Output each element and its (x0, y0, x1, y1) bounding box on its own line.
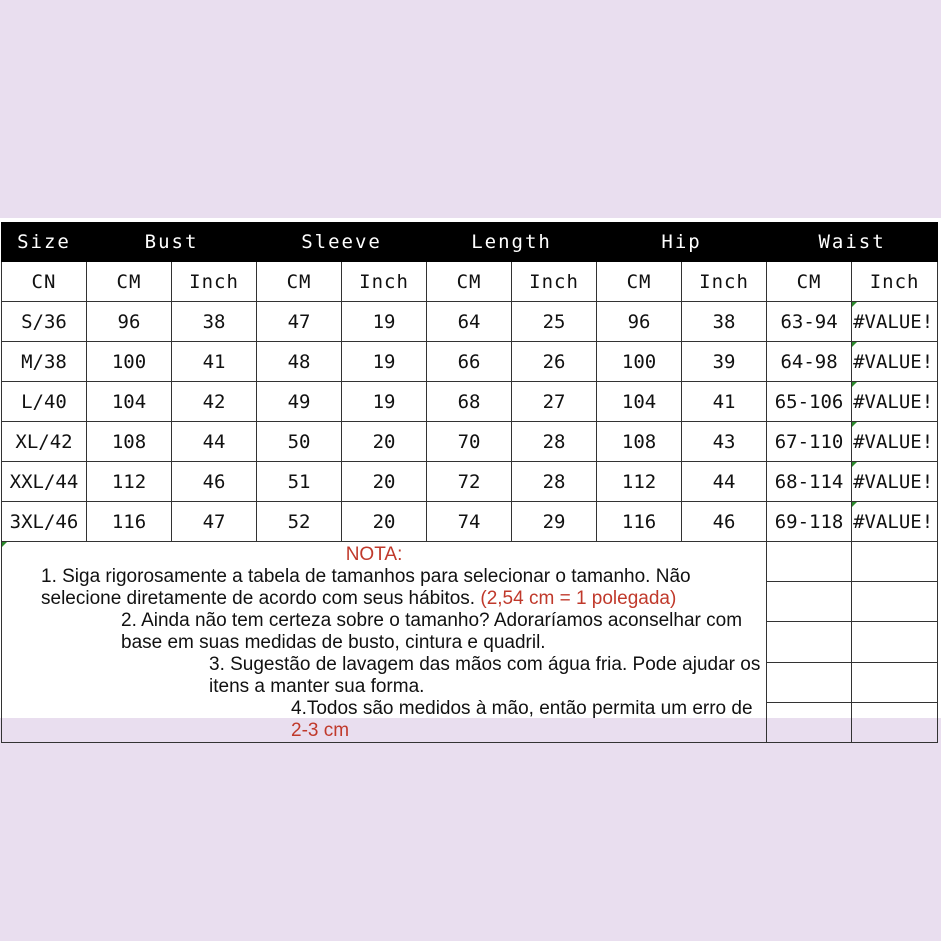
notes-title: NOTA: (345, 544, 403, 565)
table-cell: 96 (597, 302, 682, 342)
cell-marker (852, 422, 857, 427)
table-cell: 41 (682, 382, 767, 422)
empty-cell (852, 582, 938, 622)
table-cell: 64-98 (767, 342, 852, 382)
cell-value: #VALUE! (853, 310, 934, 333)
table-cell: 38 (682, 302, 767, 342)
table-cell: XXL/44 (2, 462, 87, 502)
note-1-text: 1. Siga rigorosamente a tabela de tamanhos para selecionar o tamanho. Não selecione diretamente de acordo com seus hábitos. (41, 566, 691, 609)
empty-cell (767, 662, 852, 702)
table-cell: 25 (512, 302, 597, 342)
header-sleeve: Sleeve (257, 223, 427, 262)
table-cell: 100 (87, 342, 172, 382)
table-cell: 66 (427, 342, 512, 382)
cell-marker (852, 462, 857, 467)
cell-value: #VALUE! (853, 390, 934, 413)
header-bust: Bust (87, 223, 257, 262)
table-cell: 52 (257, 502, 342, 542)
cell-value: #VALUE! (853, 510, 934, 533)
table-cell (852, 302, 938, 342)
unit-cell: CM (597, 262, 682, 302)
table-cell: M/38 (2, 342, 87, 382)
table-cell: 64 (427, 302, 512, 342)
table-cell: 27 (512, 382, 597, 422)
notes-row (2, 542, 938, 582)
table-cell: 20 (342, 422, 427, 462)
notes-block (2, 542, 767, 743)
note-1-conversion: (2,54 cm = 1 polegada) (480, 588, 677, 609)
table-cell: 108 (597, 422, 682, 462)
table-cell: S/36 (2, 302, 87, 342)
cell-value: #VALUE! (853, 470, 934, 493)
table-cell: 108 (87, 422, 172, 462)
table-cell: 68 (427, 382, 512, 422)
table-cell: 74 (427, 502, 512, 542)
table-cell: 100 (597, 342, 682, 382)
cell-value: #VALUE! (853, 430, 934, 453)
unit-cell: Inch (682, 262, 767, 302)
size-chart-sheet (0, 218, 941, 741)
unit-cell: CM (427, 262, 512, 302)
table-cell: 41 (172, 342, 257, 382)
unit-cell: Inch (342, 262, 427, 302)
table-cell: 112 (87, 462, 172, 502)
table-cell: 19 (342, 302, 427, 342)
unit-cell: CM (87, 262, 172, 302)
table-cell: L/40 (2, 382, 87, 422)
table-cell (852, 422, 938, 462)
table-cell: 39 (682, 342, 767, 382)
empty-cell (767, 582, 852, 622)
table-cell: XL/42 (2, 422, 87, 462)
unit-row (2, 262, 938, 302)
empty-cell (767, 622, 852, 662)
table-cell: 49 (257, 382, 342, 422)
table-cell: 46 (172, 462, 257, 502)
empty-cell (852, 622, 938, 662)
empty-cell (852, 542, 938, 582)
header-waist: Waist (767, 223, 938, 262)
table-cell: 104 (87, 382, 172, 422)
table-cell (852, 462, 938, 502)
table-cell: 46 (682, 502, 767, 542)
table-cell (852, 382, 938, 422)
table-cell: 63-94 (767, 302, 852, 342)
empty-cell (852, 662, 938, 702)
table-row (2, 462, 938, 502)
table-cell: 43 (682, 422, 767, 462)
table-cell: 72 (427, 462, 512, 502)
unit-cell: CM (767, 262, 852, 302)
table-cell: 19 (342, 342, 427, 382)
table-cell: 28 (512, 422, 597, 462)
table-cell: 20 (342, 462, 427, 502)
table-row (2, 302, 938, 342)
unit-cell: Inch (512, 262, 597, 302)
table-cell: 38 (172, 302, 257, 342)
empty-cell (767, 702, 852, 742)
table-cell: 3XL/46 (2, 502, 87, 542)
cell-marker (2, 542, 7, 547)
size-chart-table (1, 222, 938, 743)
table-cell: 112 (597, 462, 682, 502)
table-cell: 67-110 (767, 422, 852, 462)
table-cell: 29 (512, 502, 597, 542)
cell-marker (852, 502, 857, 507)
table-cell: 104 (597, 382, 682, 422)
table-cell: 96 (87, 302, 172, 342)
table-cell: 44 (682, 462, 767, 502)
table-cell: 70 (427, 422, 512, 462)
header-length: Length (427, 223, 597, 262)
table-cell: 116 (87, 502, 172, 542)
note-4 (4, 698, 764, 742)
cell-marker (852, 302, 857, 307)
note-4-tolerance: 2-3 cm (291, 720, 350, 741)
unit-cell: CM (257, 262, 342, 302)
table-cell: 51 (257, 462, 342, 502)
note-2: 2. Ainda não tem certeza sobre o tamanho? Adoraríamos aconselhar com base em suas medidas de busto, cintura e quadril. (121, 610, 743, 653)
table-cell: 19 (342, 382, 427, 422)
table-cell: 69-118 (767, 502, 852, 542)
header-size: Size (2, 223, 87, 262)
table-cell: 44 (172, 422, 257, 462)
cell-marker (852, 342, 857, 347)
cell-marker (852, 382, 857, 387)
empty-cell (852, 702, 938, 742)
table-cell: 26 (512, 342, 597, 382)
table-cell: 28 (512, 462, 597, 502)
table-cell: 48 (257, 342, 342, 382)
table-cell: 42 (172, 382, 257, 422)
note-3: 3. Sugestão de lavagem das mãos com água fria. Pode ajudar os itens a manter sua forma. (209, 654, 761, 697)
unit-cell: Inch (172, 262, 257, 302)
cell-value: #VALUE! (853, 350, 934, 373)
table-cell: 116 (597, 502, 682, 542)
note-4-text: 4.Todos são medidos à mão, então permita um erro de (291, 698, 753, 719)
table-cell (852, 502, 938, 542)
unit-cell: CN (2, 262, 87, 302)
table-cell: 47 (257, 302, 342, 342)
table-row (2, 382, 938, 422)
empty-cell (767, 542, 852, 582)
unit-cell: Inch (852, 262, 938, 302)
table-cell (852, 342, 938, 382)
table-cell: 20 (342, 502, 427, 542)
table-row (2, 342, 938, 382)
note-1 (4, 566, 764, 610)
table-cell: 47 (172, 502, 257, 542)
table-cell: 50 (257, 422, 342, 462)
table-row (2, 502, 938, 542)
header-hip: Hip (597, 223, 767, 262)
table-cell: 65-106 (767, 382, 852, 422)
table-row (2, 422, 938, 462)
table-cell: 68-114 (767, 462, 852, 502)
header-row (2, 223, 938, 262)
